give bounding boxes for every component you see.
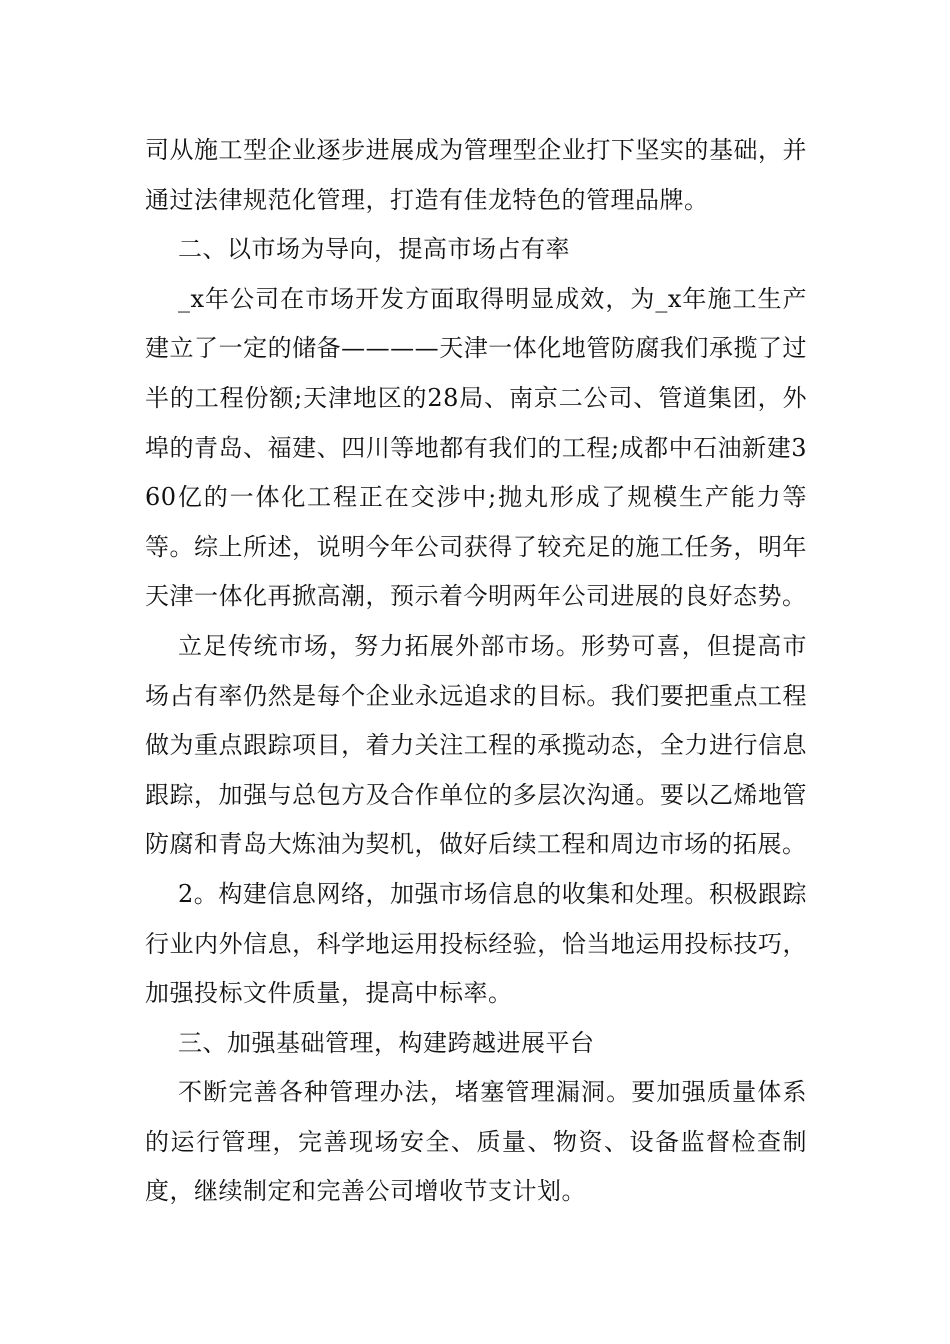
section-heading-market: 二、以市场为导向，提高市场占有率 (178, 235, 570, 264)
paragraph-market-achievements: _x年公司在市场开发方面取得明显成效，为_x年施工生产建立了一定的储备————天津一体化地管防腐我们承揽了过半的工程份额;天津地区的28局、南京二公司、管道集团，外埠的青岛、福建、四川等地都有我们的工程;成都中石油新建360亿的一体化工程正在交涉中;抛丸形成了规模生产能力等等。综上所述，说明今年公司获得了较充足的施工任务，明年天津一体化再掀高潮，预示着今明两年公司进展的良好态势。 (145, 284, 807, 611)
section-heading-management: 三、加强基础管理，构建跨越进展平台 (178, 1028, 595, 1057)
paragraph-traditional-market: 立足传统市场，努力拓展外部市场。形势可喜，但提高市场占有率仍然是每个企业永远追求的目标。我们要把重点工程做为重点跟踪项目，着力关注工程的承揽动态，全力进行信息跟踪，加强与总包方及合作单位的多层次沟通。要以乙烯地管防腐和青岛大炼油为契机，做好后续工程和周边市场的拓展。 (145, 631, 807, 859)
paragraph-intro-continuation: 司从施工型企业逐步进展成为管理型企业打下坚实的基础，并通过法律规范化管理，打造有佳龙特色的管理品牌。 (145, 136, 807, 214)
paragraph-information-network: 2。构建信息网络，加强市场信息的收集和处理。积极跟踪行业内外信息，科学地运用投标经验，恰当地运用投标技巧，加强投标文件质量，提高中标率。 (145, 879, 807, 1008)
document-body (145, 126, 807, 1217)
paragraph-management-improvement: 不断完善各种管理办法，堵塞管理漏洞。要加强质量体系的运行管理，完善现场安全、质量、物资、设备监督检查制度，继续制定和完善公司增收节支计划。 (145, 1078, 807, 1206)
